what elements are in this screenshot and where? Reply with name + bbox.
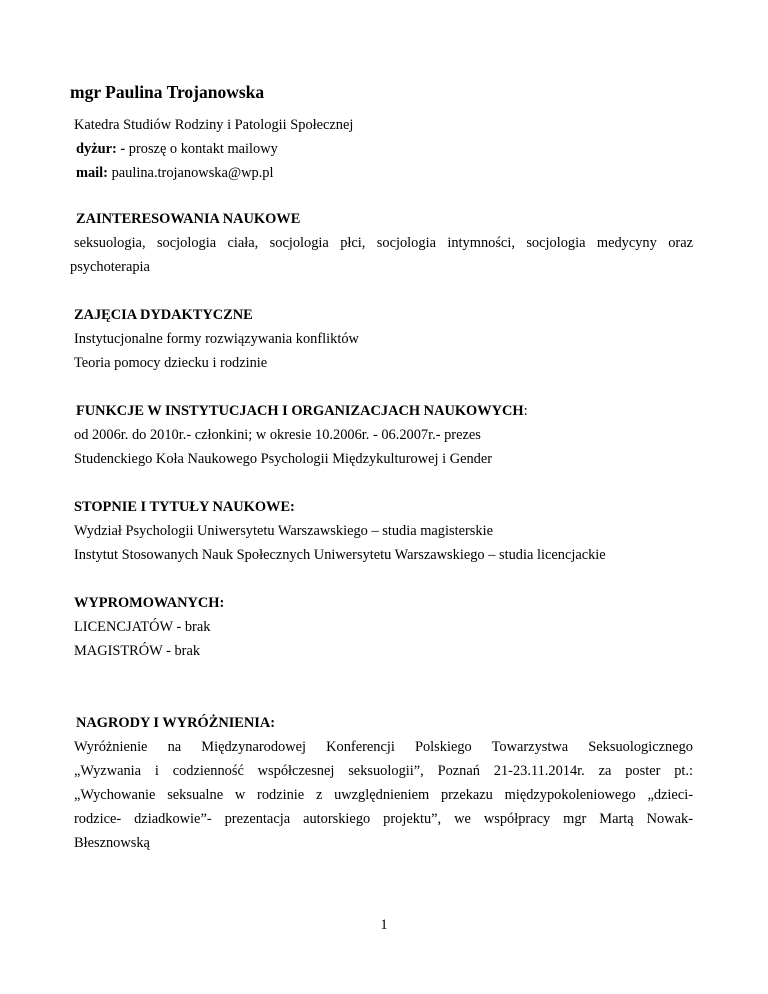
degrees-item-2: Instytut Stosowanych Nauk Społecznych Uniwersytetu Warszawskiego – studia licencjackie <box>74 547 606 563</box>
classes-heading: ZAJĘCIA DYDAKTYCZNE <box>74 307 253 323</box>
mail-value[interactable]: paulina.trojanowska@wp.pl <box>107 165 274 181</box>
page-number: 1 <box>380 917 388 933</box>
functions-heading-text: FUNKCJE W INSTYTUCJACH I ORGANIZACJACH NAUKOWYCH <box>76 403 524 419</box>
duty-value: proszę o kontakt mailowy <box>125 141 278 157</box>
functions-heading-colon: : <box>523 403 528 419</box>
degrees-item-1: Wydział Psychologii Uniwersytetu Warszawskiego – studia magisterskie <box>74 523 493 539</box>
degrees-heading: STOPNIE I TYTUŁY NAUKOWE: <box>74 499 295 515</box>
interests-line-1: seksuologia, socjologia ciała, socjologia płci, socjologia intymności, socjologia medycyny oraz <box>74 235 693 251</box>
person-name: mgr Paulina Trojanowska <box>70 82 265 102</box>
interests-heading: ZAINTERESOWANIA NAUKOWE <box>76 211 301 227</box>
awards-line-1: Wyróżnienie na Międzynarodowej Konferencji Polskiego Towarzystwa Seksuologicznego <box>74 739 693 755</box>
awards-line-2: „Wyzwania i codzienność współczesnej seksuologii”, Poznań 21-23.11.2014r. za poster pt.: <box>74 763 693 779</box>
awards-line-3: „Wychowanie seksualne w rodzinie z uwzględnieniem przekazu międzypokoleniowego „dzieci- <box>74 787 693 803</box>
classes-item-1: Instytucjonalne formy rozwiązywania konfliktów <box>74 331 359 347</box>
classes-item-2: Teoria pomocy dziecku i rodzinie <box>74 355 268 371</box>
awards-line-5: Błesznowską <box>74 835 150 851</box>
promoted-item-magister: MAGISTRÓW - brak <box>74 643 201 659</box>
functions-heading <box>76 403 528 420</box>
promoted-heading: WYPROMOWANYCH: <box>74 595 225 611</box>
mail-label: mail: <box>76 165 108 181</box>
awards-heading: NAGRODY I WYRÓŻNIENIA: <box>76 715 276 731</box>
functions-line-1: od 2006r. do 2010r.- członkini; w okresie 10.2006r. - 06.2007r.- prezes <box>74 427 481 443</box>
department-line: Katedra Studiów Rodziny i Patologii Społecznej <box>74 117 354 133</box>
functions-line-2: Studenckiego Koła Naukowego Psychologii Międzykulturowej i Gender <box>74 451 493 467</box>
duty-label: dyżur: - <box>76 141 126 157</box>
interests-line-2: psychoterapia <box>70 259 150 275</box>
awards-line-4: rodzice- dziadkowie”- prezentacja autorskiego projektu”, we współpracy mgr Martą Nowak- <box>74 811 693 827</box>
mail-line <box>76 165 274 182</box>
promoted-item-licencjat: LICENCJATÓW - brak <box>74 619 211 635</box>
duty-line <box>76 141 278 158</box>
